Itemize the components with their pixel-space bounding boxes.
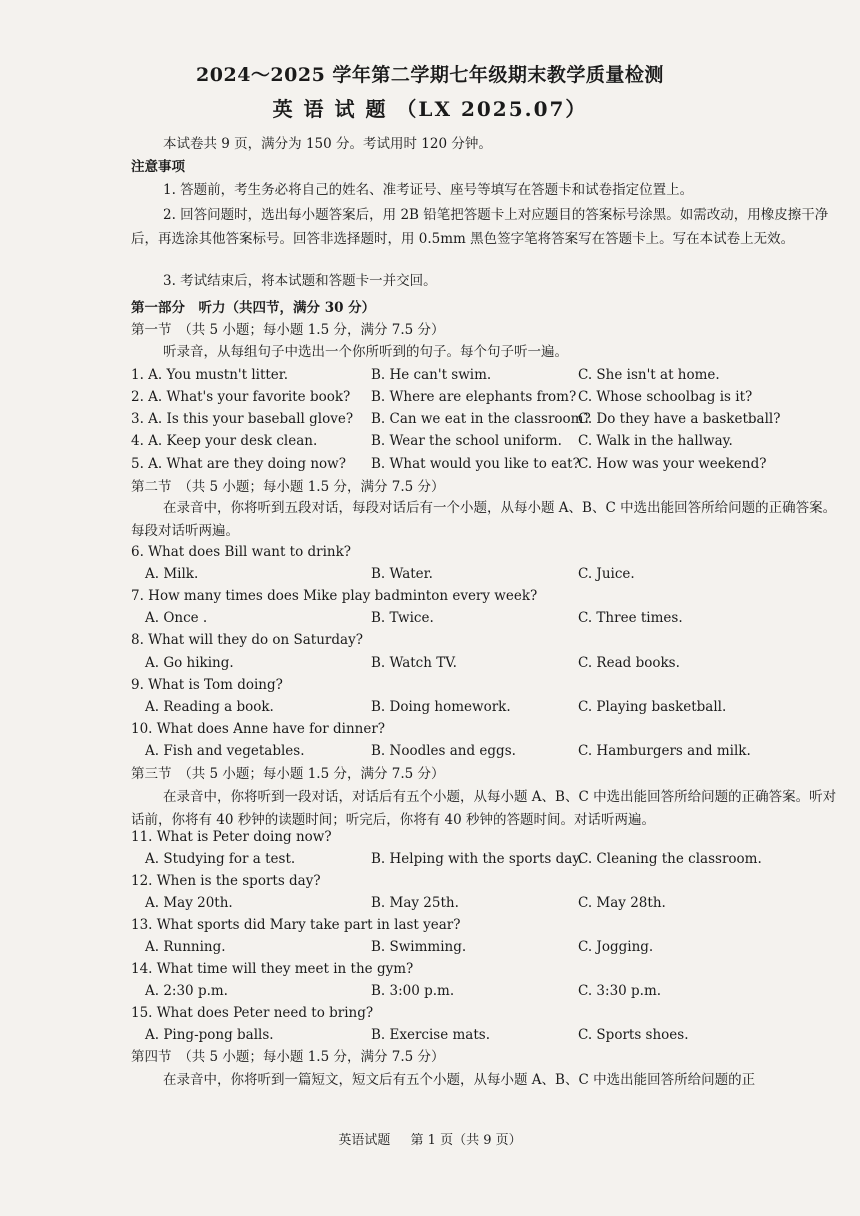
q8-option-c: C. Read books. [578,655,680,671]
q1-option-b: B. He can't swim. [371,367,492,383]
q7-option-c: C. Three times. [578,610,683,626]
q10-option-a: A. Fish and vegetables. [145,743,305,759]
q11-option-a: A. Studying for a test. [145,851,296,867]
section4-instruction: 在录音中，你将听到一篇短文，短文后有五个小题，从每小题 A、B、C 中选出能回答所给问题的正 [163,1072,756,1088]
q1-option-c: C. She isn't at home. [578,367,720,383]
part1-heading: 第一部分 听力（共四节，满分 30 分） [131,300,376,316]
q8-stem: 8. What will they do on Saturday? [131,632,363,648]
q5-option-a: 5. A. What are they doing now? [131,456,346,472]
q3-option-c: C. Do they have a basketball? [578,411,781,427]
q11-option-b: B. Helping with the sports day. [371,851,583,867]
q2-option-c: C. Whose schoolbag is it? [578,389,753,405]
section1-heading: 第一节 （共 5 小题；每小题 1.5 分，满分 7.5 分） [131,322,445,338]
q5-option-c: C. How was your weekend? [578,456,767,472]
q13-option-c: C. Jogging. [578,939,654,955]
q5-option-b: B. What would you like to eat? [371,456,580,472]
q4-option-b: B. Wear the school uniform. [371,433,562,449]
notice-heading: 注意事项 [131,159,185,175]
q8-option-b: B. Watch TV. [371,655,457,671]
q12-option-a: A. May 20th. [145,895,233,911]
q13-option-b: B. Swimming. [371,939,467,955]
q7-option-a: A. Once . [145,610,208,626]
section2-instruction: 在录音中，你将听到五段对话，每段对话后有一个小题，从每小题 A、B、C 中选出能回答所给问题的正确答案。每段对话听两遍。 [131,500,837,539]
q4-option-a: 4. A. Keep your desk clean. [131,433,318,449]
q8-option-a: A. Go hiking. [145,655,234,671]
q9-option-b: B. Doing homework. [371,699,511,715]
q10-option-c: C. Hamburgers and milk. [578,743,751,759]
q3-option-a: 3. A. Is this your baseball glove? [131,411,354,427]
notice-item-2: 2. 回答问题时，选出每小题答案后，用 2B 铅笔把答题卡上对应题目的答案标号涂黑。如需改动，用橡皮擦干净后，再选涂其他答案标号。回答非选择题时，用 0.5mm 黑色签字笔将答案写在答题卡上。写在本试卷上无效。 [131,207,829,247]
footer-page-number: 第 1 页（共 9 页） [410,1133,522,1148]
q1-option-a: 1. A. You mustn't litter. [131,367,289,383]
section3-instruction: 在录音中，你将听到一段对话，对话后有五个小题，从每小题 A、B、C 中选出能回答所给问题的正确答案。听对话前，你将有 40 秒钟的读题时间；听完后，你将有 40 秒钟的答题时间。对话听两遍。 [131,789,837,828]
q7-stem: 7. How many times does Mike play badminton every week? [131,588,538,604]
section3-heading: 第三节 （共 5 小题；每小题 1.5 分，满分 7.5 分） [131,766,445,782]
q13-stem: 13. What sports did Mary take part in last year? [131,917,461,933]
q3-option-b: B. Can we eat in the classroom? [371,411,591,427]
intro-text: 本试卷共 9 页，满分为 150 分。考试用时 120 分钟。 [163,136,492,152]
q14-option-a: A. 2:30 p.m. [145,983,228,999]
q6-option-c: C. Juice. [578,566,635,582]
exam-title: 2024～2025 学年第二学期七年级期末教学质量检测 [196,64,664,86]
q14-option-b: B. 3:00 p.m. [371,983,455,999]
q15-option-a: A. Ping-pong balls. [145,1027,274,1043]
q9-option-c: C. Playing basketball. [578,699,727,715]
q11-stem: 11. What is Peter doing now? [131,829,332,845]
q4-option-c: C. Walk in the hallway. [578,433,733,449]
q6-option-a: A. Milk. [145,566,199,582]
exam-subtitle: 英 语 试 题 （LX 2025.07） [272,97,588,121]
q14-option-c: C. 3:30 p.m. [578,983,662,999]
q2-option-b: B. Where are elephants from? [371,389,577,405]
q6-stem: 6. What does Bill want to drink? [131,544,352,560]
q15-stem: 15. What does Peter need to bring? [131,1005,374,1021]
page-footer [0,1129,860,1148]
q14-stem: 14. What time will they meet in the gym? [131,961,414,977]
footer-subject: 英语试题 [338,1133,391,1148]
q12-option-c: C. May 28th. [578,895,666,911]
section4-heading: 第四节 （共 5 小题；每小题 1.5 分，满分 7.5 分） [131,1049,445,1065]
q2-option-a: 2. A. What's your favorite book? [131,389,351,405]
q12-stem: 12. When is the sports day? [131,873,321,889]
q15-option-c: C. Sports shoes. [578,1027,689,1043]
section1-instruction: 听录音，从每组句子中选出一个你所听到的句子。每个句子听一遍。 [163,344,568,360]
q9-option-a: A. Reading a book. [145,699,274,715]
notice-item-1: 1. 答题前，考生务必将自己的姓名、准考证号、座号等填写在答题卡和试卷指定位置上。 [163,182,694,198]
q6-option-b: B. Water. [371,566,433,582]
q10-option-b: B. Noodles and eggs. [371,743,516,759]
q12-option-b: B. May 25th. [371,895,459,911]
q11-option-c: C. Cleaning the classroom. [578,851,762,867]
section2-heading: 第二节 （共 5 小题；每小题 1.5 分，满分 7.5 分） [131,479,445,495]
notice-item-3: 3. 考试结束后，将本试题和答题卡一并交回。 [163,273,437,289]
q13-option-a: A. Running. [145,939,226,955]
q9-stem: 9. What is Tom doing? [131,677,283,693]
q15-option-b: B. Exercise mats. [371,1027,490,1043]
q10-stem: 10. What does Anne have for dinner? [131,721,386,737]
q7-option-b: B. Twice. [371,610,434,626]
